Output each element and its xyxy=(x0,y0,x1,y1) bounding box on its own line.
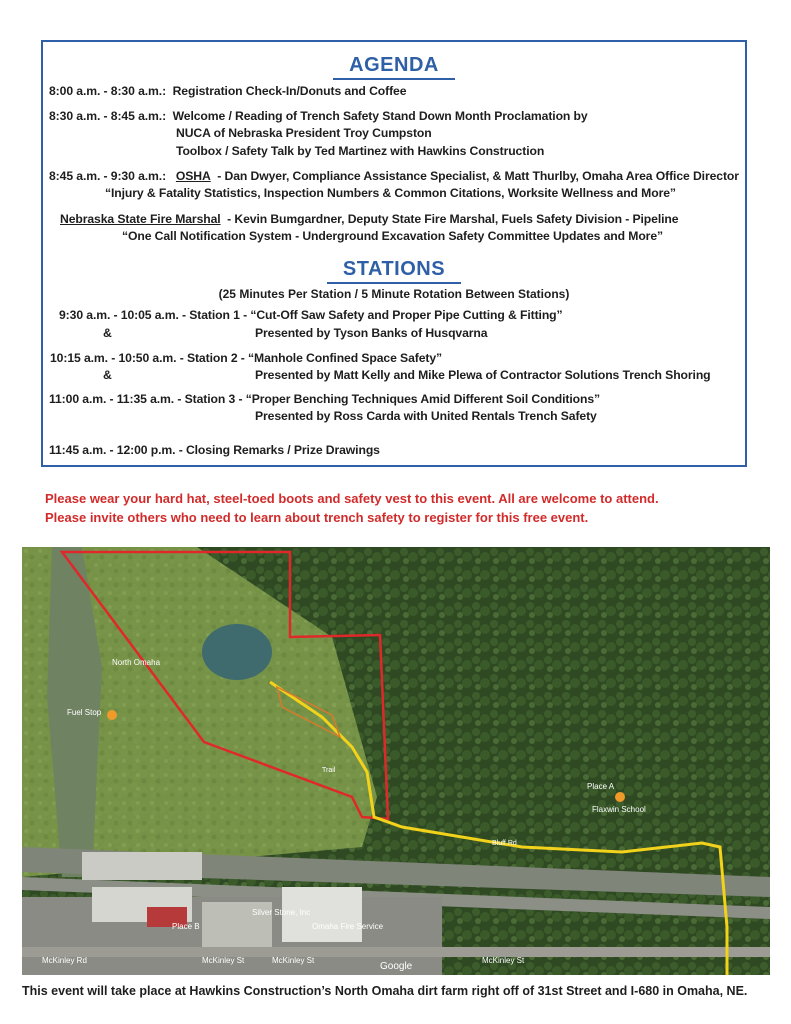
mckinley-st-label-1: McKinley St xyxy=(202,956,245,965)
osha-label: OSHA xyxy=(175,169,211,183)
bluff-road-label: Bluff Rd xyxy=(492,840,517,847)
station-2-presenter: Presented by Matt Kelly and Mike Plewa of Contractor Solutions Trench Shoring xyxy=(255,368,711,382)
fuel-stop-label: Fuel Stop xyxy=(67,708,102,717)
stations-heading: STATIONS xyxy=(43,258,745,284)
agenda-item-fire-marshal: Nebraska State Fire Marshal - Kevin Bumgardner, Deputy State Fire Marshal, Fuels Safety Division - Pipeline xyxy=(60,212,679,226)
flaxwin-label: Flaxwin School xyxy=(592,805,646,814)
fuel-stop-pin xyxy=(107,710,117,720)
safety-note-2: Please invite others who need to learn about trench safety to register for this free event. xyxy=(45,510,589,525)
station-2-line: 10:15 a.m. - 10:50 a.m. - Station 2 - “Manhole Confined Space Safety” xyxy=(50,351,443,365)
agenda-item-welcome: 8:30 a.m. - 8:45 a.m.: Welcome / Reading of Trench Safety Stand Down Month Proclamation by xyxy=(49,109,588,123)
station-1-presenter: Presented by Tyson Banks of Husqvarna xyxy=(255,326,488,340)
trail-label: Trail xyxy=(322,767,336,774)
event-location-caption: This event will take place at Hawkins Construction’s North Omaha dirt farm right off of 31st Street and I-680 in Omaha, NE. xyxy=(22,984,748,998)
mckinley-st-label-3: McKinley St xyxy=(482,956,525,965)
fire-marshal-label: Nebraska State Fire Marshal xyxy=(60,212,221,226)
mckinley-street xyxy=(22,947,770,957)
mckinley-st-label-2: McKinley St xyxy=(272,956,315,965)
osha-topics: “Injury & Fatality Statistics, Inspection Numbers & Common Citations, Worksite Wellness and More” xyxy=(105,186,676,200)
station-1-amp: & xyxy=(103,326,112,340)
agenda-item-osha: 8:45 a.m. - 9:30 a.m.: OSHA - Dan Dwyer, Compliance Assistance Specialist, & Matt Thurlby, Omaha Area Office Director xyxy=(49,169,739,183)
station-3-line: 11:00 a.m. - 11:35 a.m. - Station 3 - “Proper Benching Techniques Amid Different Soil Conditions” xyxy=(49,392,601,406)
station-3-presenter: Presented by Ross Carda with United Rentals Trench Safety xyxy=(255,409,597,423)
place-b-label: Place B xyxy=(172,922,200,931)
place-a-label: Place A xyxy=(587,782,615,791)
mckinley-rd-label: McKinley Rd xyxy=(42,956,87,965)
google-attribution: Google xyxy=(380,961,413,972)
omaha-fire-label: Omaha Fire Service xyxy=(312,922,384,931)
site-map xyxy=(22,547,770,975)
silver-stone-label: Silver Stone, Inc xyxy=(252,908,311,917)
agenda-box xyxy=(41,40,747,467)
stations-subtitle: (25 Minutes Per Station / 5 Minute Rotation Between Stations) xyxy=(218,287,570,301)
building-a xyxy=(82,852,202,880)
station-1-line: 9:30 a.m. - 10:05 a.m. - Station 1 - “Cut-Off Saw Safety and Proper Pipe Cutting & Fitting” xyxy=(59,308,563,322)
safety-note-1: Please wear your hard hat, steel-toed boots and safety vest to this event. All are welcome to attend. xyxy=(45,491,659,506)
agenda-item-welcome-cont: NUCA of Nebraska President Troy Cumpston xyxy=(176,126,432,140)
station-2-amp: & xyxy=(103,368,112,382)
agenda-item-registration: 8:00 a.m. - 8:30 a.m.: Registration Check-In/Donuts and Coffee xyxy=(49,84,407,98)
site-map-image xyxy=(22,547,770,975)
agenda-item-toolbox: Toolbox / Safety Talk by Ted Martinez with Hawkins Construction xyxy=(176,144,545,158)
north-omaha-label: North Omaha xyxy=(112,658,161,667)
place-a-pin xyxy=(615,792,625,802)
agenda-heading: AGENDA xyxy=(43,54,745,80)
pond xyxy=(202,624,272,680)
closing-remarks: 11:45 a.m. - 12:00 p.m. - Closing Remarks / Prize Drawings xyxy=(49,443,380,457)
fire-marshal-topics: “One Call Notification System - Underground Excavation Safety Committee Updates and More” xyxy=(122,229,663,243)
